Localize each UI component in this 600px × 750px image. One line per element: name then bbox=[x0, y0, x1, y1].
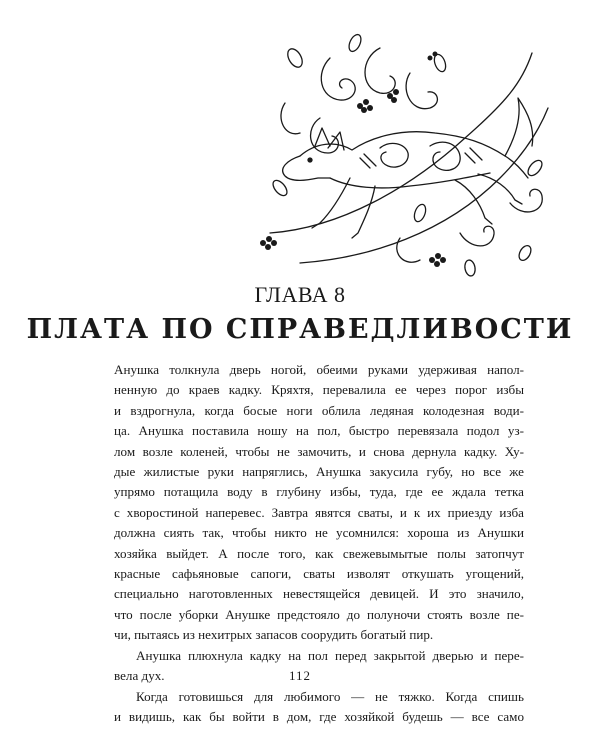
text-line: Когда готовишься для любимого — не тяжко. Когда спишь bbox=[136, 688, 524, 704]
text-line: с хворостиной наперевес. Завтра явятся сваты, и к их приезду изба bbox=[114, 504, 524, 520]
text-line: что после уборки Анушке предстояло до полуночи стоять возле пе- bbox=[114, 606, 524, 622]
text-line: специально наготовленных невестящейся девицей. И это значило, bbox=[114, 586, 524, 602]
text-line: и видишь, как бы войти в дом, где хозяйкой будешь — все само bbox=[114, 708, 524, 724]
text-line: дые жилистые руки напряглись, Анушка закусила губу, но все же bbox=[114, 464, 524, 480]
text-line: ца. Анушка поставила ношу на пол, быстро перевязала подол уз- bbox=[114, 423, 524, 439]
text-line: красные сафьяновые сапоги, сваты изволят откушать угощений, bbox=[114, 566, 524, 582]
ornamental-wolf-illustration-icon bbox=[260, 28, 560, 278]
text-line: чи, пытаясь из нехитрых запасов соорудить богатый пир. bbox=[114, 627, 434, 643]
page-number: 112 bbox=[288, 668, 312, 683]
text-line: лом возле коленей, чтобы не замочить, и снова дернула кадку. Ху- bbox=[114, 443, 524, 459]
text-line: должна сиять так, чтобы никто не усомнился: хороша из Анушки bbox=[114, 525, 524, 541]
chapter-number: ГЛАВА 8 bbox=[254, 282, 346, 307]
text-line: вела дух. bbox=[114, 668, 165, 684]
text-line: и вздрогнула, когда босые ноги облила ледяная колодезная води- bbox=[114, 402, 524, 418]
text-line: упрямо потащила воду в глубину избы, туда, где ее ждала тетка bbox=[114, 484, 524, 500]
text-line: ненную до краев кадку. Кряхтя, перевалила ее через порог избы bbox=[114, 382, 524, 398]
text-line: Анушка толкнула дверь ногой, обеими руками удерживая напол- bbox=[114, 362, 524, 377]
chapter-title: ПЛАТА ПО СПРАВЕДЛИВОСТИ bbox=[26, 314, 574, 345]
text-line: Анушка плюхнула кадку на пол перед закрытой дверью и пере- bbox=[136, 647, 524, 663]
text-line: хозяйка выйдет. А после того, как свежевымытые полы затопчут bbox=[114, 545, 524, 561]
